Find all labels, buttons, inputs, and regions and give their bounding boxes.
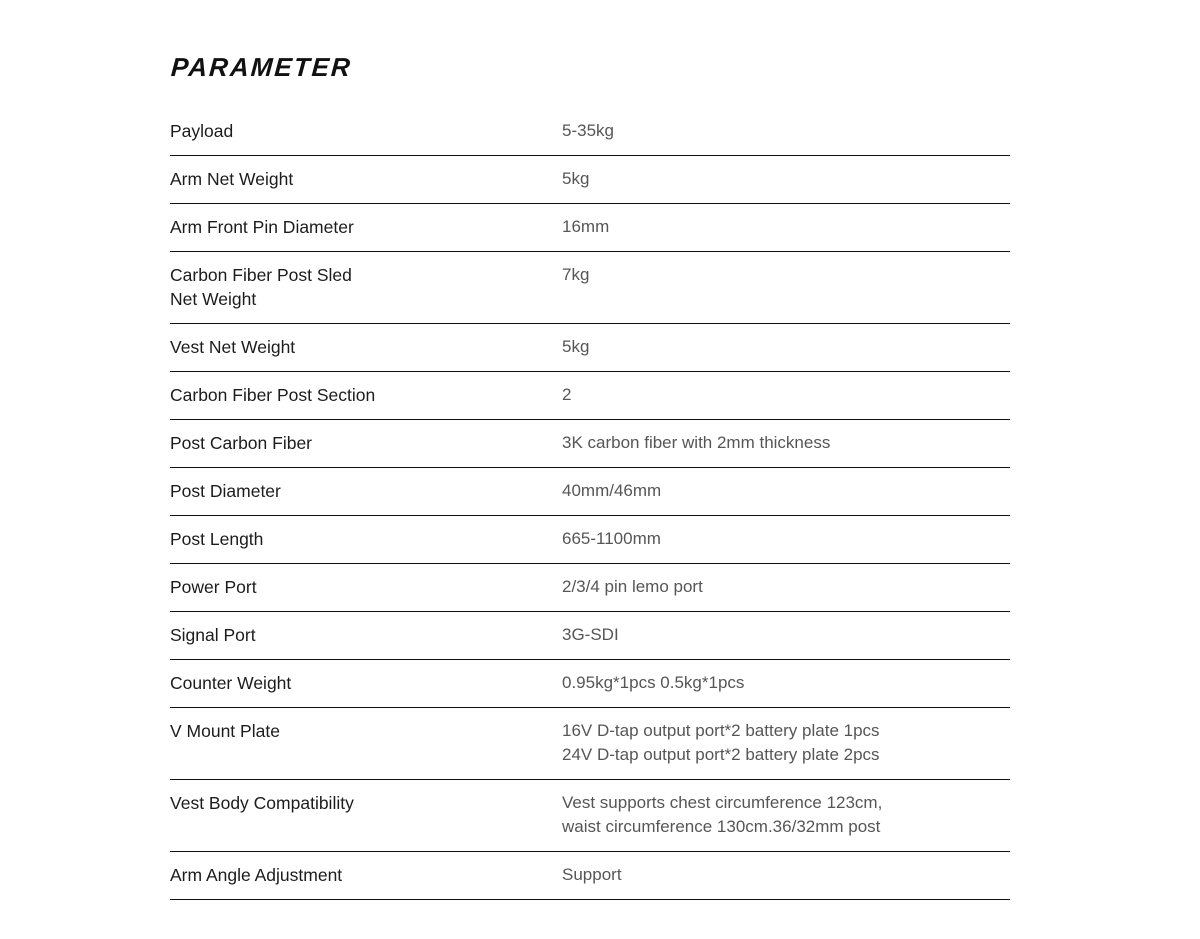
row-value — [562, 791, 1010, 839]
row-label — [170, 479, 562, 503]
table-row — [170, 660, 1010, 708]
table-row — [170, 108, 1010, 156]
row-label-line: V Mount Plate — [170, 721, 280, 741]
table-row — [170, 420, 1010, 468]
row-label — [170, 527, 562, 551]
row-value-line: 5kg — [562, 169, 590, 188]
row-value — [562, 167, 1010, 191]
table-row — [170, 852, 1010, 900]
row-value — [562, 383, 1010, 407]
row-label — [170, 431, 562, 455]
row-label-line: Payload — [170, 121, 234, 141]
row-value — [562, 479, 1010, 503]
row-value — [562, 671, 1010, 695]
row-label-line: Counter Weight — [170, 673, 292, 693]
row-value — [562, 527, 1010, 551]
row-label — [170, 215, 562, 239]
row-value — [562, 119, 1010, 143]
row-value-line: 16mm — [562, 217, 610, 236]
row-label-line: Net Weight — [170, 289, 257, 309]
row-value — [562, 263, 1010, 287]
row-label — [170, 383, 562, 407]
row-value-line: waist circumference 130cm.36/32mm post — [562, 817, 881, 836]
row-label — [170, 167, 562, 191]
row-label-line: Vest Net Weight — [170, 337, 296, 357]
row-value-line: 40mm/46mm — [562, 481, 662, 500]
row-label-line: Post Length — [170, 529, 264, 549]
row-value-line: 5kg — [562, 337, 590, 356]
row-value-line: 2 — [562, 385, 572, 404]
row-label — [170, 671, 562, 695]
row-value — [562, 215, 1010, 239]
row-value-line: Vest supports chest circumference 123cm, — [562, 793, 883, 812]
table-row — [170, 612, 1010, 660]
row-value-line: 16V D-tap output port*2 battery plate 1pcs — [562, 721, 880, 740]
row-label-line: Post Carbon Fiber — [170, 433, 313, 453]
row-label-line: Post Diameter — [170, 481, 281, 501]
row-value-line: 7kg — [562, 265, 590, 284]
row-value-line: 0.95kg*1pcs 0.5kg*1pcs — [562, 673, 745, 692]
row-label-line: Vest Body Compatibility — [170, 793, 354, 813]
row-label — [170, 263, 562, 311]
row-label — [170, 335, 562, 359]
row-label — [170, 575, 562, 599]
section-title: PARAMETER — [170, 52, 353, 82]
row-label — [170, 791, 562, 815]
row-value-line: 2/3/4 pin lemo port — [562, 577, 703, 596]
row-value — [562, 431, 1010, 455]
row-value-line: 3K carbon fiber with 2mm thickness — [562, 433, 831, 452]
row-value — [562, 335, 1010, 359]
table-row — [170, 324, 1010, 372]
row-value-line: 3G-SDI — [562, 625, 619, 644]
parameter-section — [170, 52, 1010, 900]
table-row — [170, 516, 1010, 564]
row-label-line: Carbon Fiber Post Sled — [170, 265, 352, 285]
row-label-line: Carbon Fiber Post Section — [170, 385, 376, 405]
row-value-line: 665-1100mm — [562, 529, 661, 548]
row-value — [562, 863, 1010, 887]
row-value-line: Support — [562, 865, 622, 884]
row-value — [562, 575, 1010, 599]
row-label — [170, 863, 562, 887]
row-label — [170, 719, 562, 743]
row-label-line: Arm Angle Adjustment — [170, 865, 343, 885]
row-value — [562, 623, 1010, 647]
row-label-line: Signal Port — [170, 625, 256, 645]
table-row — [170, 372, 1010, 420]
table-row — [170, 708, 1010, 780]
row-value-line: 24V D-tap output port*2 battery plate 2pcs — [562, 745, 880, 764]
row-label-line: Arm Front Pin Diameter — [170, 217, 354, 237]
table-row — [170, 564, 1010, 612]
row-value — [562, 719, 1010, 767]
row-label-line: Arm Net Weight — [170, 169, 294, 189]
table-row — [170, 780, 1010, 852]
table-row — [170, 252, 1010, 324]
table-row — [170, 204, 1010, 252]
table-row — [170, 156, 1010, 204]
row-label — [170, 623, 562, 647]
row-value-line: 5-35kg — [562, 121, 614, 140]
row-label-line: Power Port — [170, 577, 257, 597]
row-label — [170, 119, 562, 143]
table-row — [170, 468, 1010, 516]
parameter-table — [170, 108, 1010, 900]
